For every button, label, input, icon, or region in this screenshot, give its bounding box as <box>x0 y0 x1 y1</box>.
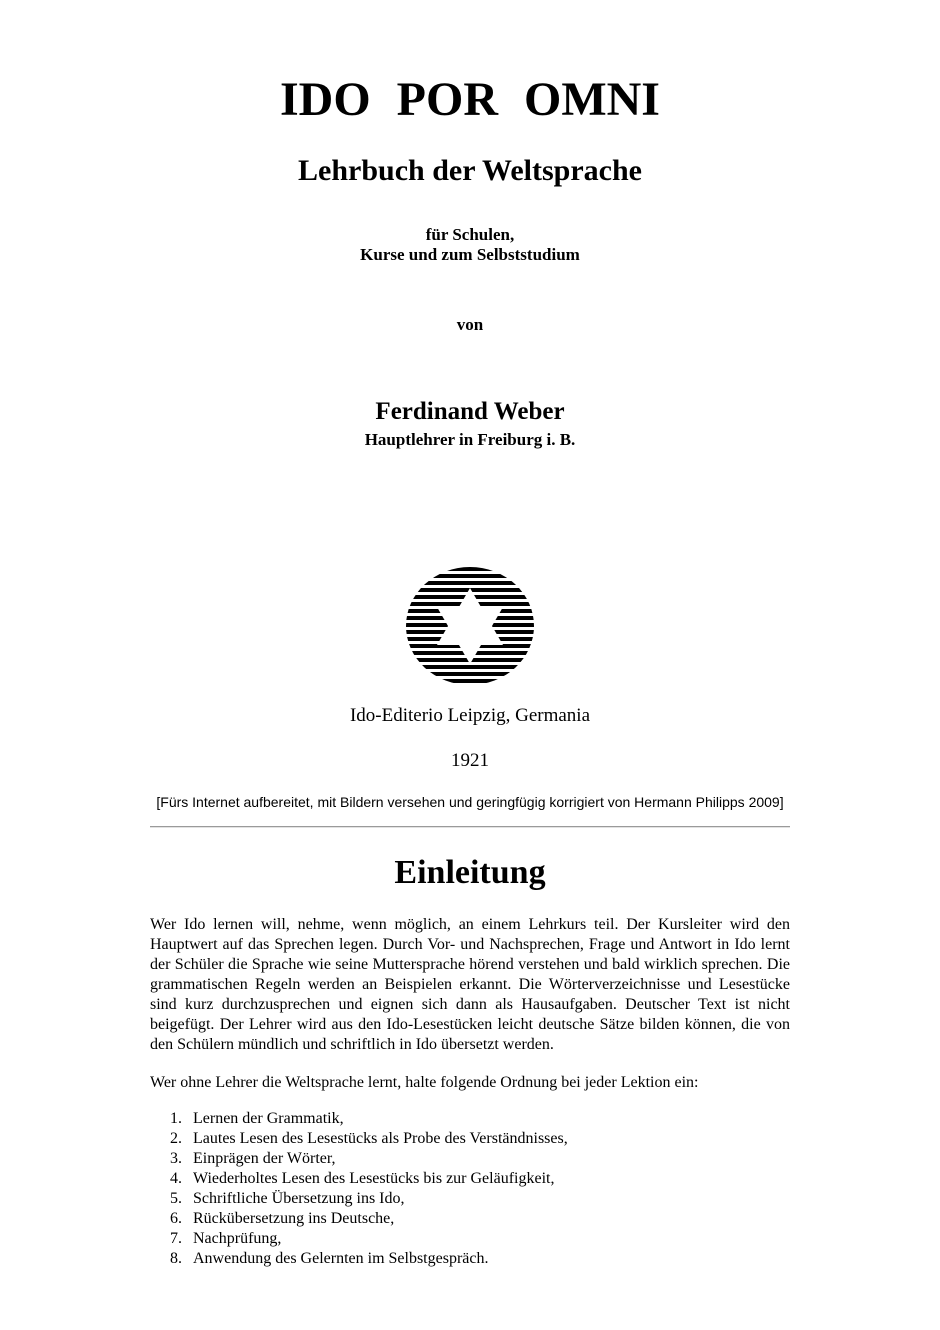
emblem-stripe <box>405 630 535 634</box>
list-item <box>150 1169 790 1189</box>
emblem-stripe <box>405 567 535 571</box>
list-item-text: Wiederholtes Lesen des Lesestücks bis zur Geläufigkeit, <box>193 1170 555 1187</box>
list-item-text: Einprägen der Wörter, <box>193 1150 336 1167</box>
list-item-number: 8. <box>170 1250 182 1267</box>
lesson-steps-list <box>150 1109 790 1269</box>
list-item-number: 2. <box>170 1130 182 1147</box>
list-item-number: 7. <box>170 1230 182 1247</box>
list-item-text: Rückübersetzung ins Deutsche, <box>193 1210 395 1227</box>
by-label: von <box>456 315 484 334</box>
list-item-text: Nachprüfung, <box>193 1230 282 1247</box>
emblem-stripe <box>405 658 535 662</box>
list-item <box>150 1149 790 1169</box>
emblem-stripe <box>405 665 535 669</box>
list-item <box>150 1189 790 1209</box>
list-item-text: Lernen der Grammatik, <box>193 1110 344 1127</box>
intro-paragraph: Wer Ido lernen will, nehme, wenn möglich, an einem Lehrkurs teil. Der Kursleiter wird den Hauptwert auf das Sprechen legen. Durch Vor- und Nachsprechen, Frage und Antwort in Ido lernt der Schüler die Sprache wie seine Muttersprache hörend verstehen und bald wirklich sprechen. Die grammatischen Regeln werden an Beispielen erkannt. Die Wörterverzeichnisse und Lesestücke sind kurz durchzusprechen und eignen sich dann als Hausaufgaben. Deutscher Text ist nicht beigefügt. Der Lehrer wird aus den Ido-Lesestücken leicht deutsche Sätze bilden können, die von den Schülern mündlich und schriftlich in Ido übersetzt werden. <box>150 916 790 1053</box>
list-item-text: Lautes Lesen des Lesestücks als Probe des Verständnisses, <box>193 1130 568 1147</box>
list-item <box>150 1249 790 1269</box>
emblem-stripe <box>405 616 535 620</box>
self-study-paragraph: Wer ohne Lehrer die Weltsprache lernt, halte folgende Ordnung bei jeder Lektion ein: <box>150 1074 699 1091</box>
publication-year: 1921 <box>451 750 489 771</box>
emblem-stripe <box>405 651 535 655</box>
list-item-number: 3. <box>170 1150 182 1167</box>
list-item-text: Schriftliche Übersetzung ins Ido, <box>193 1190 405 1207</box>
striped-star-emblem-icon <box>405 566 535 686</box>
emblem-stripe <box>405 623 535 627</box>
list-item-number: 1. <box>170 1110 182 1127</box>
publisher: Ido-Editerio Leipzig, Germania <box>349 705 591 726</box>
audience-block <box>0 225 940 265</box>
list-item-number: 6. <box>170 1210 182 1227</box>
digitization-note: [Fürs Internet aufbereitet, mit Bildern versehen und geringfügig korrigiert von Hermann Philipps 2009] <box>156 794 784 810</box>
emblem-stripe <box>405 609 535 613</box>
emblem-stripe <box>405 672 535 676</box>
emblem-stripe <box>405 581 535 585</box>
book-title: IDO POR OMNI <box>280 73 660 126</box>
author-role: Hauptlehrer in Freiburg i. B. <box>364 430 576 449</box>
list-item <box>150 1229 790 1249</box>
author-name: Ferdinand Weber <box>375 398 565 425</box>
audience-line-1: für Schulen, <box>425 225 515 244</box>
list-item-text: Anwendung des Gelernten im Selbstgespräch. <box>193 1250 489 1267</box>
book-subtitle: Lehrbuch der Weltsprache <box>298 154 642 187</box>
list-item-number: 5. <box>170 1190 182 1207</box>
list-item <box>150 1209 790 1229</box>
emblem-stripe <box>405 644 535 648</box>
list-item <box>150 1109 790 1129</box>
emblem-stripe <box>405 679 535 683</box>
emblem-stripe <box>405 595 535 599</box>
list-item <box>150 1129 790 1149</box>
emblem-stripe <box>405 637 535 641</box>
section-heading: Einleitung <box>394 854 546 891</box>
emblem-stripe <box>405 574 535 578</box>
list-item-number: 4. <box>170 1170 182 1187</box>
audience-line-2: Kurse und zum Selbststudium <box>360 245 580 264</box>
emblem-stripe <box>405 602 535 606</box>
section-divider <box>150 826 790 828</box>
emblem-stripe <box>405 588 535 592</box>
